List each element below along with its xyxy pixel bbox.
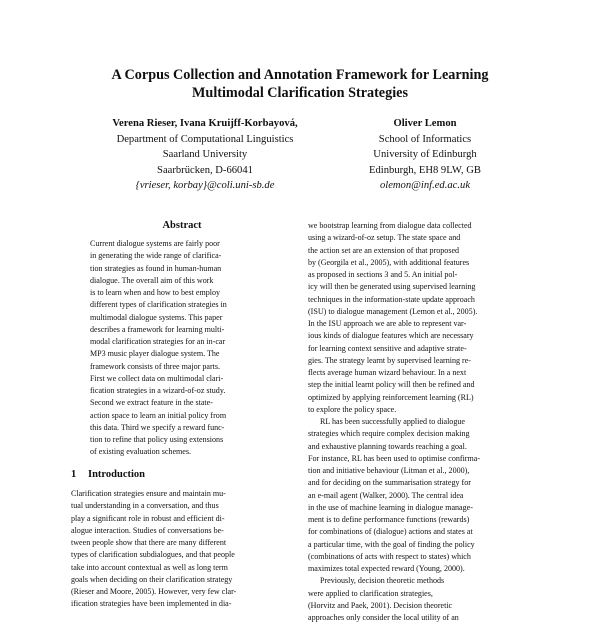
body-line: In the ISU approach we are able to represent var- (308, 319, 467, 328)
body-line: ification strategies have been implemented in dia- (71, 599, 232, 609)
body-line: (Horvitz and Paek, 2001). Decision theoretic (308, 600, 453, 610)
body-line: by (Georgila et al., 2005), with additional features (308, 257, 470, 267)
body-line: strategies which require complex decision making (308, 429, 470, 439)
abstract-line: action space to learn an initial policy from (90, 410, 227, 420)
section-number: 1 (71, 469, 77, 480)
body-line: Clarification strategies ensure and maintain mu- (71, 489, 226, 498)
title-line-2: Multimodal Clarification Strategies (192, 85, 408, 101)
abstract-line: MP3 music player dialogue system. The (90, 349, 220, 359)
abstract-body (90, 238, 280, 459)
author-names: Verena Rieser, Ivana Kruijff-Korbayová, (112, 118, 298, 129)
body-line: an e-mail agent (Walker, 2000). The central idea (308, 490, 464, 500)
body-line: tual understanding in a conversation, and thus (71, 501, 219, 511)
author-names: Oliver Lemon (393, 118, 457, 129)
body-line: goals when deciding on their clarification strategy (71, 574, 233, 584)
abstract-line: dialogue. The overall aim of this work (90, 275, 214, 285)
body-line: (combinations of acts with respect to states) which (308, 551, 471, 561)
body-line: icy will then be generated using supervised learning (308, 282, 476, 292)
abstract-line: describes a framework for learning multi- (90, 324, 225, 334)
body-line: step the initial learnt policy will then be refined and (308, 380, 475, 390)
author-block-right (325, 116, 525, 194)
title-line-1: A Corpus Collection and Annotation Framework for Learning (111, 67, 489, 83)
abstract-line: tion to refine that policy using extensions (90, 435, 224, 444)
abstract-line: framework consists of three major parts. (90, 361, 221, 371)
body-line: and exhaustive planning towards reaching a goal. (308, 441, 467, 451)
author-university: Saarland University (162, 149, 248, 160)
body-line: types of clarification subdialogues, and that people (71, 550, 235, 560)
abstract-heading: Abstract (162, 220, 202, 231)
body-line: and for deciding on the summarisation strategy for (308, 478, 471, 488)
abstract-line: tion strategies as found in human-human (90, 263, 222, 273)
body-line: for combinations of (dialogue) actions and states at (308, 527, 473, 537)
abstract-line: multimodal dialogue systems. This paper (90, 312, 223, 322)
body-line: techniques in the information-state update approach (308, 294, 475, 304)
body-line: as proposed in sections 3 and 5. An initial pol- (308, 270, 458, 279)
author-department: School of Informatics (378, 133, 472, 145)
body-line: Previously, decision theoretic methods (320, 576, 445, 586)
body-line: alogue interaction. Studies of conversations be- (71, 525, 224, 535)
body-line: gies. The strategy learnt by supervised learning re- (308, 355, 471, 365)
body-line: play a significant role in robust and efficient di- (71, 513, 225, 523)
body-line: RL has been successfully applied to dialogue (320, 417, 465, 426)
author-university: University of Edinburgh (373, 149, 477, 160)
body-line: (ISU) to dialogue management (Lemon et al., 2005). (308, 306, 478, 316)
abstract-line: of existing evaluation schemes. (90, 447, 192, 457)
body-line: tween people show that there are many different (71, 538, 227, 547)
abstract-line: different types of clarification strategies in (90, 300, 227, 310)
abstract-line: Second we extract feature in the state- (90, 398, 213, 408)
body-line: flects average human wizard behaviour. In a next (308, 368, 467, 377)
body-line: optimized by applying reinforcement learning (RL) (308, 392, 474, 402)
abstract-line: fication strategies in a wizard-of-oz study. (90, 386, 226, 395)
abstract-line: this data. Third we specify a reward func- (90, 422, 225, 432)
body-line: we bootstrap learning from dialogue data collected (308, 221, 472, 230)
author-city: Saarbrücken, D-66041 (157, 164, 253, 176)
body-line: using a wizard-of-oz setup. The state space and (308, 233, 461, 243)
body-line: for learning context sensitive and adaptive strate- (308, 343, 467, 353)
body-line: (Rieser and Moore, 2005). However, very few clar- (71, 587, 237, 596)
body-line: ious kinds of dialogue features which are necessary (308, 331, 474, 341)
author-email: {vrieser, korbay}@coli.uni-sb.de (135, 180, 275, 191)
body-line: tion and initiative behaviour (Litman et al., 2000), (308, 466, 470, 475)
body-line: the action set are an extension of that proposed (308, 245, 460, 255)
author-city: Edinburgh, EH8 9LW, GB (369, 164, 481, 176)
section-title: Introduction (88, 469, 145, 480)
paper-title (40, 66, 560, 102)
body-line: maximizes total expected reward (Young, 2000). (308, 564, 465, 573)
author-department: Department of Computational Linguistics (116, 133, 294, 145)
body-line: For instance, RL has been used to optimise confirma- (308, 453, 480, 463)
abstract-line: is to learn when and how to best employ (90, 288, 221, 297)
body-line: were applied to clarification strategies, (308, 588, 433, 598)
abstract-line: First we collect data on multimodal clari- (90, 373, 224, 383)
abstract-line: Current dialogue systems are fairly poor (90, 239, 220, 248)
body-line: a particular time, with the goal of finding the policy (308, 539, 475, 549)
abstract-line: modal clarification strategies for an in-car (90, 337, 226, 346)
body-line: approaches only consider the local utility of an (308, 613, 459, 622)
section-heading-introduction (71, 469, 145, 480)
right-column-body (308, 220, 530, 624)
body-line: to explore the policy space. (308, 404, 397, 414)
author-block-left (70, 116, 340, 194)
body-line: ment is to define performance functions (rewards) (308, 515, 470, 524)
body-line: in the use of machine learning in dialogue manage- (308, 502, 473, 512)
body-line: take into account contextual as well as long term (71, 562, 228, 572)
abstract-line: in generating the wide range of clarifica- (90, 251, 222, 261)
introduction-body (71, 488, 293, 611)
author-email: olemon@inf.ed.ac.uk (379, 180, 471, 191)
